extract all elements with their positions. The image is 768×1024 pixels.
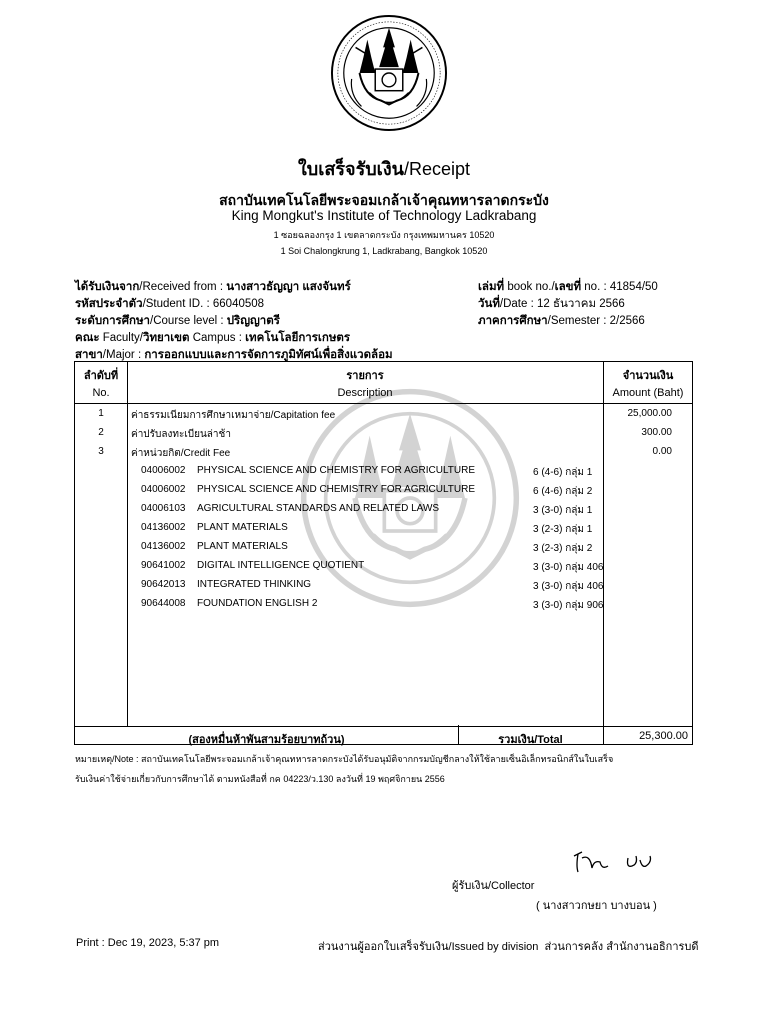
major: สาขา/Major : การออกแบบและการจัดการภูมิทัศน์เพื่อสิ่งแวดล้อม xyxy=(75,349,393,361)
row-no: 2 xyxy=(98,427,104,438)
col-amount-en: Amount (Baht) xyxy=(612,387,684,399)
divider xyxy=(603,362,604,744)
collector-signature xyxy=(568,848,658,876)
course-name: PLANT MATERIALS xyxy=(197,522,288,533)
course-credit: 3 (3-0) กลุ่ม 1 xyxy=(533,505,593,516)
course-code: 04006002 xyxy=(141,465,186,476)
col-desc-th: รายการ xyxy=(346,370,384,382)
institute-name-th: สถาบันเทคโนโลยีพระจอมเกล้าเจ้าคุณทหารลาดกระบัง xyxy=(219,192,549,208)
course-level: ระดับการศึกษา/Course level : ปริญญาตรี xyxy=(75,315,280,327)
receipt-title: ใบเสร็จรับเงิน/Receipt xyxy=(298,159,470,179)
collector-label: ผู้รับเงิน/Collector xyxy=(452,880,535,892)
amount-in-words: (สองหมื่นห้าพันสามร้อยบาทถ้วน) xyxy=(188,734,345,746)
course-code: 04136002 xyxy=(141,522,186,533)
total-label: รวมเงิน/Total xyxy=(498,734,563,746)
received-from: ได้รับเงินจาก/Received from : นางสาวธัญญา แสงจันทร์ xyxy=(75,281,351,293)
course-credit: 3 (3-0) กลุ่ม 406 xyxy=(533,581,604,592)
course-name: DIGITAL INTELLIGENCE QUOTIENT xyxy=(197,560,365,571)
course-credit: 3 (3-0) กลุ่ม 906 xyxy=(533,600,604,611)
institute-seal-logo xyxy=(330,14,448,132)
row-desc: ค่าหน่วยกิต/Credit Fee xyxy=(131,448,231,459)
course-credit: 6 (4-6) กลุ่ม 1 xyxy=(533,467,593,478)
course-name: FOUNDATION ENGLISH 2 xyxy=(197,598,318,609)
student-id: รหัสประจำตัว/Student ID. : 66040508 xyxy=(75,298,265,310)
course-code: 04006103 xyxy=(141,503,186,514)
col-no-th: ลำดับที่ xyxy=(83,370,119,382)
col-desc-en: Description xyxy=(337,387,393,399)
course-name: PHYSICAL SCIENCE AND CHEMISTRY FOR AGRICULTURE xyxy=(197,465,476,476)
course-name: PHYSICAL SCIENCE AND CHEMISTRY FOR AGRICULTURE xyxy=(197,484,476,495)
course-code: 90641002 xyxy=(141,560,186,571)
course-name: AGRICULTURAL STANDARDS AND RELATED LAWS xyxy=(197,503,440,514)
issued-by-division: ส่วนงานผู้ออกใบเสร็จรับเงิน/Issued by division ส่วนการคลัง สำนักงานอธิการบดี xyxy=(318,941,699,953)
row-no: 1 xyxy=(98,408,104,419)
course-code: 90642013 xyxy=(141,579,186,590)
col-no-en: No. xyxy=(92,387,110,399)
note-line-1: หมายเหตุ/Note : สถาบันเทคโนโลยีพระจอมเกล้าเจ้าคุณทหารลาดกระบังได้รับอนุมัติจากกรมบัญชีกลางให้ใช้ลายเซ็นอิเล็กทรอนิกส์ในใบเสร็จ xyxy=(75,754,614,764)
course-code: 04006002 xyxy=(141,484,186,495)
divider xyxy=(127,362,128,727)
course-credit: 6 (4-6) กลุ่ม 2 xyxy=(533,486,593,497)
receipt-date: วันที่/Date : 12 ธันวาคม 2566 xyxy=(478,298,625,310)
course-credit: 3 (2-3) กลุ่ม 1 xyxy=(533,524,593,535)
col-amount-th: จำนวนเงิน xyxy=(622,370,674,382)
address-en: 1 Soi Chalongkrung 1, Ladkrabang, Bangkok 10520 xyxy=(280,246,488,256)
semester: ภาคการศึกษา/Semester : 2/2566 xyxy=(478,315,645,327)
institute-name-en: King Mongkut's Institute of Technology Ladkrabang xyxy=(231,208,537,223)
print-timestamp: Print : Dec 19, 2023, 5:37 pm xyxy=(76,937,220,949)
course-name: PLANT MATERIALS xyxy=(197,541,288,552)
faculty: คณะ Faculty/วิทยาเขต Campus : เทคโนโลยีการเกษตร xyxy=(75,332,351,344)
row-desc: ค่าธรรมเนียมการศึกษาเหมาจ่าย/Capitation fee xyxy=(131,410,336,421)
course-credit: 3 (2-3) กลุ่ม 2 xyxy=(533,543,593,554)
row-amount: 25,000.00 xyxy=(627,408,672,419)
course-code: 04136002 xyxy=(141,541,186,552)
divider xyxy=(75,726,692,727)
book-number: เล่มที่ book no./เลขที่ no. : 41854/50 xyxy=(478,281,658,293)
course-credit: 3 (3-0) กลุ่ม 406 xyxy=(533,562,604,573)
row-amount: 300.00 xyxy=(641,427,672,438)
row-no: 3 xyxy=(98,446,104,457)
row-amount: 0.00 xyxy=(652,446,672,457)
watermark-seal xyxy=(300,388,520,608)
note-line-2: รับเงินค่าใช้จ่ายเกี่ยวกับการศึกษาได้ ตามหนังสือที่ กค 04223/ว.130 ลงวันที่ 19 พฤศจิกายน 2556 xyxy=(75,774,445,784)
total-value: 25,300.00 xyxy=(639,730,688,742)
course-code: 90644008 xyxy=(141,598,186,609)
course-name: INTEGRATED THINKING xyxy=(197,579,312,590)
collector-name: ( นางสาวกษยา บางบอน ) xyxy=(536,900,657,912)
address-th: 1 ซอยฉลองกรุง 1 เขตลาดกระบัง กรุงเทพมหานคร 10520 xyxy=(273,230,495,240)
row-desc: ค่าปรับลงทะเบียนล่าช้า xyxy=(131,429,231,440)
